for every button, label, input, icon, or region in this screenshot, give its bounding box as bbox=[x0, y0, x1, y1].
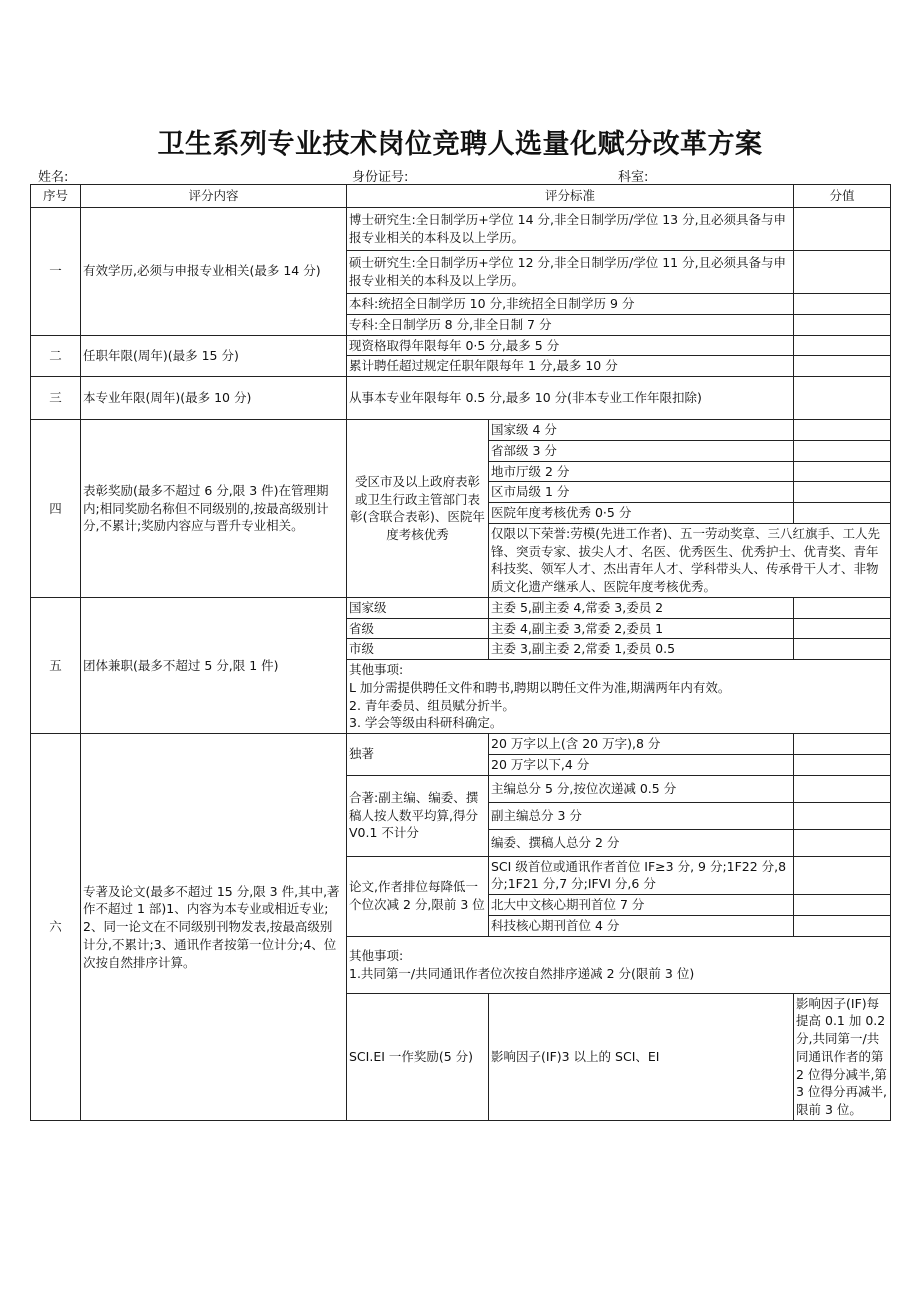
subcategory-cell: 合著:副主编、编委、撰稿人按人数平均算,得分 V0.1 不计分 bbox=[347, 775, 489, 856]
criterion-cell: 博士研究生:全日制学历+学位 14 分,非全日制学历/学位 13 分,且必须具备与申报专业相关的本科及以上学历。 bbox=[347, 208, 794, 251]
section-seq: 三 bbox=[31, 377, 81, 420]
name-label: 姓名: bbox=[38, 170, 69, 185]
score-cell[interactable] bbox=[794, 639, 891, 660]
section-seq: 五 bbox=[31, 597, 81, 733]
header-content: 评分内容 bbox=[81, 185, 347, 208]
id-number-label: 身份证号: bbox=[352, 170, 409, 185]
criterion-cell: 20 万字以上(含 20 万字),8 分 bbox=[489, 734, 794, 755]
page-title: 卫生系列专业技术岗位竞聘人选量化赋分改革方案 bbox=[157, 129, 763, 160]
table-row bbox=[31, 335, 891, 356]
criterion-cell: 主委 3,副主委 2,常委 1,委员 0.5 bbox=[489, 639, 794, 660]
criterion-cell: 从事本专业年限每年 0.5 分,最多 10 分(非本专业工作年限扣除) bbox=[347, 377, 794, 420]
table-row bbox=[31, 208, 891, 251]
level-cell: 市级 bbox=[347, 639, 489, 660]
section-seq: 二 bbox=[31, 335, 81, 377]
criterion-cell: 专科:全日制学历 8 分,非全日制 7 分 bbox=[347, 314, 794, 335]
section-seq: 六 bbox=[31, 734, 81, 1121]
criterion-cell: 国家级 4 分 bbox=[489, 420, 794, 441]
score-cell[interactable] bbox=[794, 618, 891, 639]
criterion-cell: SCI 级首位或通讯作者首位 IF≥3 分, 9 分;1F22 分,8 分;1F21 分,7 分;IFVI 分,6 分 bbox=[489, 856, 794, 895]
criterion-cell: 影响因子(IF)每提高 0.1 加 0.2 分,共同第一/共同通讯作者的第 2 位得分减半,第 3 位得分再减半,限前 3 位。 bbox=[794, 993, 891, 1120]
header-score: 分值 bbox=[794, 185, 891, 208]
criterion-cell: 硕士研究生:全日制学历+学位 12 分,非全日制学历/学位 11 分,且必须具备与申报专业相关的本科及以上学历。 bbox=[347, 251, 794, 294]
criterion-cell: 科技核心期刊首位 4 分 bbox=[489, 915, 794, 936]
notes-cell: 其他事项: 1.共同第一/共同通讯作者位次按自然排序递减 2 分(限前 3 位) bbox=[347, 936, 891, 993]
level-cell: 省级 bbox=[347, 618, 489, 639]
table-header-row bbox=[31, 185, 891, 208]
criterion-cell: 累计聘任超过规定任职年限每年 1 分,最多 10 分 bbox=[347, 356, 794, 377]
honors-list: 仅限以下荣誉:劳模(先进工作者)、五一劳动奖章、三八红旗手、工人先锋、突贡专家、拔尖人才、名医、优秀医生、优秀护士、优青奖、青年科技奖、领军人才、杰出青年人才、学科带头人、传承骨干人才、非物质文化遗产继承人、医院年度考核优秀。 bbox=[489, 523, 891, 597]
score-cell[interactable] bbox=[794, 829, 891, 856]
criterion-cell: 主编总分 5 分,按位次递减 0.5 分 bbox=[489, 775, 794, 802]
subcategory-cell: 影响因子(IF)3 以上的 SCI、EI bbox=[489, 993, 794, 1120]
score-cell[interactable] bbox=[794, 775, 891, 802]
criterion-cell: 20 万字以下,4 分 bbox=[489, 754, 794, 775]
score-cell[interactable] bbox=[794, 915, 891, 936]
score-cell[interactable] bbox=[794, 335, 891, 356]
header-seq: 序号 bbox=[31, 185, 81, 208]
score-cell[interactable] bbox=[794, 314, 891, 335]
subcategory-cell: 论文,作者排位每降低一个位次减 2 分,限前 3 位 bbox=[347, 856, 489, 936]
section-content: 任职年限(周年)(最多 15 分) bbox=[81, 335, 347, 377]
section-content: 表彰奖励(最多不超过 6 分,限 3 件)在管理期内;相同奖励名称但不同级别的,按最高级别计分,不累计;奖励内容应与晋升专业相关。 bbox=[81, 420, 347, 598]
section-content: 有效学历,必须与申报专业相关(最多 14 分) bbox=[81, 208, 347, 336]
table-row bbox=[31, 420, 891, 441]
department-label: 科室: bbox=[618, 170, 649, 185]
score-cell[interactable] bbox=[794, 420, 891, 441]
score-cell[interactable] bbox=[794, 597, 891, 618]
notes-cell: 其他事项: L 加分需提供聘任文件和聘书,聘期以聘任文件为准,期满两年内有效。 2. 青年委员、组员赋分折半。 3. 学会等级由科研科确定。 bbox=[347, 660, 891, 734]
score-cell[interactable] bbox=[794, 208, 891, 251]
section-content: 本专业年限(周年)(最多 10 分) bbox=[81, 377, 347, 420]
criterion-cell: 现资格取得年限每年 0·5 分,最多 5 分 bbox=[347, 335, 794, 356]
score-cell[interactable] bbox=[794, 734, 891, 755]
criterion-cell: 编委、撰稿人总分 2 分 bbox=[489, 829, 794, 856]
score-cell[interactable] bbox=[794, 461, 891, 482]
score-cell[interactable] bbox=[794, 856, 891, 895]
score-cell[interactable] bbox=[794, 356, 891, 377]
score-cell[interactable] bbox=[794, 251, 891, 294]
section-seq: 一 bbox=[31, 208, 81, 336]
table-row bbox=[31, 734, 891, 755]
header-standard: 评分标准 bbox=[347, 185, 794, 208]
subcategory-cell: 独著 bbox=[347, 734, 489, 776]
criterion-cell: 主委 5,副主委 4,常委 3,委员 2 bbox=[489, 597, 794, 618]
criterion-cell: 地市厅级 2 分 bbox=[489, 461, 794, 482]
score-cell[interactable] bbox=[794, 895, 891, 916]
score-cell[interactable] bbox=[794, 503, 891, 524]
criterion-cell: 本科:统招全日制学历 10 分,非统招全日制学历 9 分 bbox=[347, 294, 794, 315]
scoring-table bbox=[30, 184, 891, 1121]
score-cell[interactable] bbox=[794, 440, 891, 461]
section-content: 团体兼职(最多不超过 5 分,限 1 件) bbox=[81, 597, 347, 733]
criterion-cell: 医院年度考核优秀 0·5 分 bbox=[489, 503, 794, 524]
section-content: 专著及论文(最多不超过 15 分,限 3 件,其中,著作不超过 1 部)1、内容为本专业或相近专业;2、同一论文在不同级别刊物发表,按最高级别计分,不累计;3、通讯作者按第一位计分;4、位次按自然排序计算。 bbox=[81, 734, 347, 1121]
subcategory-cell: 受区市及以上政府表彰或卫生行政主管部门表彰(含联合表彰)、医院年度考核优秀 bbox=[347, 420, 489, 598]
score-cell[interactable] bbox=[794, 754, 891, 775]
score-cell[interactable] bbox=[794, 482, 891, 503]
score-cell[interactable] bbox=[794, 802, 891, 829]
criterion-cell: 省部级 3 分 bbox=[489, 440, 794, 461]
criterion-cell: 北大中文核心期刊首位 7 分 bbox=[489, 895, 794, 916]
criterion-cell: 区市局级 1 分 bbox=[489, 482, 794, 503]
level-cell: 国家级 bbox=[347, 597, 489, 618]
score-cell[interactable] bbox=[794, 377, 891, 420]
table-row bbox=[31, 377, 891, 420]
criterion-cell: 主委 4,副主委 3,常委 2,委员 1 bbox=[489, 618, 794, 639]
table-row bbox=[31, 597, 891, 618]
section-seq: 四 bbox=[31, 420, 81, 598]
section-content: SCI.EI 一作奖励(5 分) bbox=[347, 993, 489, 1120]
criterion-cell: 副主编总分 3 分 bbox=[489, 802, 794, 829]
score-cell[interactable] bbox=[794, 294, 891, 315]
